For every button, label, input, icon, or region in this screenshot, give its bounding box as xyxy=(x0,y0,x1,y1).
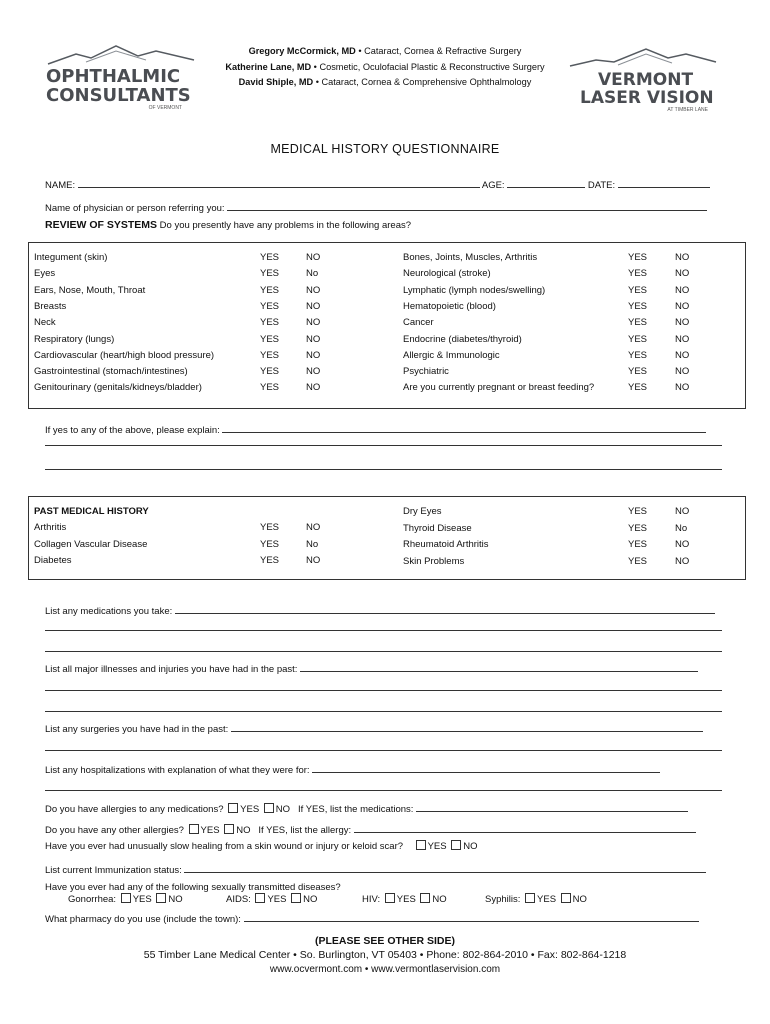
physician-label: Name of physician or person referring you: xyxy=(45,203,225,214)
no-option[interactable]: No xyxy=(675,522,688,534)
surgeries-label: List any surgeries you have had in the past: xyxy=(45,724,229,735)
no-option[interactable]: NO xyxy=(675,333,690,345)
illnesses-line-3[interactable] xyxy=(45,711,722,712)
logo-ophthalmic-consultants xyxy=(46,42,196,111)
condition-label: Cardiovascular (heart/high blood pressure) xyxy=(34,349,215,361)
no-option[interactable]: No xyxy=(306,538,319,550)
other-allergies-field[interactable] xyxy=(354,821,696,833)
yes-option[interactable]: YES xyxy=(628,366,648,378)
medications-row xyxy=(45,602,715,617)
pharmacy-row xyxy=(45,910,699,925)
condition-label: Eyes xyxy=(34,268,56,280)
doctor-list xyxy=(205,44,565,91)
doctor-line: Katherine Lane, MD • Cosmetic, Oculofacial Plastic & Reconstructive Surgery xyxy=(225,61,545,72)
yes-option[interactable]: YES xyxy=(260,349,280,361)
condition-label: Arthritis xyxy=(34,522,67,533)
immunization-row xyxy=(45,861,706,876)
doctor-line: Gregory McCormick, MD • Cataract, Cornea & Refractive Surgery xyxy=(248,46,522,56)
condition-label: Diabetes xyxy=(34,555,72,566)
yes-option[interactable]: YES xyxy=(260,538,280,550)
yes-option[interactable]: YES xyxy=(628,522,648,534)
immunization-label: List current Immunization status: xyxy=(45,865,182,876)
other-allergies-no-checkbox[interactable] xyxy=(224,824,234,834)
condition-label: Gastrointestinal (stomach/intestines) xyxy=(34,366,188,378)
condition-label: Lymphatic (lymph nodes/swelling) xyxy=(403,284,546,296)
med-allergies-no-checkbox[interactable] xyxy=(264,803,274,813)
date-label: DATE: xyxy=(587,180,616,191)
med-allergies-yes-checkbox[interactable] xyxy=(228,803,238,813)
past-heading: PAST MEDICAL HISTORY xyxy=(34,506,149,517)
surgeries-line-2[interactable] xyxy=(45,750,722,751)
yes-option[interactable]: YES xyxy=(628,382,648,394)
review-prompt: Do you presently have any problems in the following areas? xyxy=(159,220,412,231)
review-heading-row xyxy=(45,219,411,231)
no-option[interactable]: NO xyxy=(675,555,690,567)
footer-address: 55 Timber Lane Medical Center • So. Burlington, VT 05403 • Phone: 802-864-2010 • Fax: 802-864-1218 xyxy=(143,949,627,961)
condition-label: Skin Problems xyxy=(403,555,465,567)
yes-option[interactable]: YES xyxy=(628,333,648,345)
std-label: Syphilis: xyxy=(485,894,521,905)
yes-option[interactable]: YES xyxy=(628,349,648,361)
gonorrhea-no-checkbox[interactable] xyxy=(156,893,166,903)
std-label: AIDS: xyxy=(226,894,251,905)
no-label: NO xyxy=(168,894,183,905)
yes-option[interactable]: YES xyxy=(628,252,648,263)
healing-yes-checkbox[interactable] xyxy=(416,840,426,850)
aids-yes-checkbox[interactable] xyxy=(255,893,265,903)
condition-label: Genitourinary (genitals/kidneys/bladder) xyxy=(34,382,202,394)
yes-option[interactable]: YES xyxy=(260,333,280,345)
std-row-hiv xyxy=(362,893,447,905)
condition-label: Are you currently pregnant or breast feeding? xyxy=(403,382,595,394)
med-allergies-label: Do you have allergies to any medications? xyxy=(45,804,224,815)
review-heading: REVIEW OF SYSTEMS xyxy=(45,219,158,231)
no-option[interactable]: NO xyxy=(675,539,690,550)
med-allergies-row xyxy=(45,800,688,815)
yes-option[interactable]: YES xyxy=(260,300,280,312)
gonorrhea-yes-checkbox[interactable] xyxy=(121,893,131,903)
other-allergies-list-label: If YES, list the allergy: xyxy=(258,825,352,836)
logo-right-line2: LASER VISION xyxy=(580,88,714,108)
condition-label: Integument (skin) xyxy=(34,252,108,263)
condition-label: Neurological (stroke) xyxy=(403,268,491,280)
logo-left-sub: OF VERMONT xyxy=(148,105,182,111)
hospitalizations-field[interactable] xyxy=(312,761,660,773)
logo-right-sub: AT TIMBER LANE xyxy=(667,107,708,113)
logo-right-line1: VERMONT xyxy=(598,70,694,90)
no-option[interactable]: NO xyxy=(306,349,321,361)
logo-vermont-laser-vision xyxy=(568,46,718,113)
yes-option[interactable]: YES xyxy=(628,268,648,280)
std-row-aids xyxy=(226,893,317,905)
explain-label: If yes to any of the above, please explain: xyxy=(45,425,220,436)
yes-label: YES xyxy=(132,894,152,905)
no-label: NO xyxy=(303,894,318,905)
illnesses-line-2[interactable] xyxy=(45,690,722,691)
explain-line-2[interactable] xyxy=(45,445,722,446)
yes-label: YES xyxy=(267,894,287,905)
med-allergies-field[interactable] xyxy=(416,800,688,812)
medications-line-2[interactable] xyxy=(45,630,722,631)
condition-label: Psychiatric xyxy=(403,366,449,378)
condition-label: Rheumatoid Arthritis xyxy=(403,539,489,550)
yes-option[interactable]: YES xyxy=(260,366,280,378)
aids-no-checkbox[interactable] xyxy=(291,893,301,903)
hospitalizations-row xyxy=(45,761,660,776)
condition-label: Bones, Joints, Muscles, Arthritis xyxy=(403,252,538,263)
explain-line-3[interactable] xyxy=(45,469,722,470)
healing-no-checkbox[interactable] xyxy=(451,840,461,850)
no-option[interactable]: NO xyxy=(675,252,690,263)
physician-row xyxy=(45,199,707,214)
no-option[interactable]: NO xyxy=(306,333,321,345)
medications-field[interactable] xyxy=(175,602,715,614)
std-label: Gonorrhea: xyxy=(68,894,117,905)
no-option[interactable]: NO xyxy=(306,252,321,263)
no-option[interactable]: NO xyxy=(675,366,690,378)
med-allergies-list-label: If YES, list the medications: xyxy=(297,804,414,815)
footer-websites: www.ocvermont.com • www.vermontlaservision.com xyxy=(269,964,501,975)
no-label: NO xyxy=(236,825,251,836)
explain-field[interactable] xyxy=(222,421,706,433)
explain-row xyxy=(45,421,706,436)
no-option[interactable]: NO xyxy=(675,317,690,329)
yes-label: YES xyxy=(240,804,260,815)
yes-option[interactable]: YES xyxy=(260,382,280,394)
other-allergies-label: Do you have any other allergies? xyxy=(45,825,184,836)
no-option[interactable]: NO xyxy=(675,284,690,296)
no-option[interactable]: NO xyxy=(675,268,690,280)
logo-left-line1: OPHTHALMIC xyxy=(46,66,181,87)
yes-option[interactable]: YES xyxy=(628,300,648,312)
yes-option[interactable]: YES xyxy=(260,522,280,533)
yes-option[interactable]: YES xyxy=(628,506,648,517)
yes-option[interactable]: YES xyxy=(260,555,280,566)
name-label: NAME: xyxy=(45,180,76,191)
hiv-yes-checkbox[interactable] xyxy=(385,893,395,903)
condition-label: Cancer xyxy=(403,317,434,329)
medications-label: List any medications you take: xyxy=(45,606,173,617)
condition-label: Collagen Vascular Disease xyxy=(34,538,148,550)
no-option[interactable]: NO xyxy=(675,382,690,394)
name-row xyxy=(45,176,710,191)
condition-label: Ears, Nose, Mouth, Throat xyxy=(34,284,146,296)
see-other-side-note: (PLEASE SEE OTHER SIDE) xyxy=(314,935,456,947)
logo-left-line2: CONSULTANTS xyxy=(46,85,191,106)
condition-label: Neck xyxy=(34,317,56,329)
yes-label: YES xyxy=(537,894,557,905)
illnesses-row xyxy=(45,660,698,675)
mountain-logo-icon xyxy=(568,46,718,70)
pharmacy-field[interactable] xyxy=(244,910,699,922)
no-option[interactable]: NO xyxy=(306,366,321,378)
no-option[interactable]: NO xyxy=(306,317,321,329)
date-field[interactable] xyxy=(618,176,710,188)
yes-option[interactable]: YES xyxy=(628,555,648,567)
std-row-gonorrhea xyxy=(68,893,183,905)
yes-option[interactable]: YES xyxy=(628,317,648,329)
yes-label: YES xyxy=(200,825,220,836)
illnesses-field[interactable] xyxy=(300,660,698,672)
pharmacy-label: What pharmacy do you use (include the town): xyxy=(45,914,241,925)
no-option[interactable]: NO xyxy=(306,555,321,566)
hiv-no-checkbox[interactable] xyxy=(420,893,430,903)
page-title: MEDICAL HISTORY QUESTIONNAIRE xyxy=(270,142,500,156)
age-field[interactable] xyxy=(507,176,585,188)
yes-option[interactable]: YES xyxy=(260,284,280,296)
doctor-line: David Shiple, MD • Cataract, Cornea & Comprehensive Ophthalmology xyxy=(238,77,532,87)
condition-label: Hematopoietic (blood) xyxy=(403,300,496,312)
physician-field[interactable] xyxy=(227,199,707,211)
condition-label: Thyroid Disease xyxy=(403,522,472,534)
no-option[interactable]: NO xyxy=(306,522,321,533)
surgeries-field[interactable] xyxy=(231,720,703,732)
yes-label: YES xyxy=(396,894,416,905)
no-option[interactable]: NO xyxy=(306,284,321,296)
yes-label: YES xyxy=(427,841,447,852)
no-label: NO xyxy=(572,894,587,905)
no-option[interactable]: NO xyxy=(675,506,690,517)
yes-option[interactable]: YES xyxy=(628,539,648,550)
condition-label: Dry Eyes xyxy=(403,506,442,517)
no-label: NO xyxy=(463,841,478,852)
std-question: Have you ever had any of the following sexually transmitted diseases? xyxy=(45,882,341,893)
condition-label: Allergic & Immunologic xyxy=(403,349,500,361)
no-label: NO xyxy=(275,804,291,815)
hospitalizations-line-2[interactable] xyxy=(45,790,722,791)
syphilis-yes-checkbox[interactable] xyxy=(525,893,535,903)
yes-option[interactable]: YES xyxy=(260,268,280,280)
yes-option[interactable]: YES xyxy=(628,284,648,296)
condition-label: Respiratory (lungs) xyxy=(34,333,115,345)
mountain-logo-icon xyxy=(46,42,196,68)
syphilis-no-checkbox[interactable] xyxy=(561,893,571,903)
condition-label: Breasts xyxy=(34,300,67,312)
healing-row xyxy=(45,840,478,852)
illnesses-label: List all major illnesses and injuries you have had in the past: xyxy=(45,664,298,675)
yes-option[interactable]: YES xyxy=(260,317,280,329)
immunization-field[interactable] xyxy=(184,861,706,873)
healing-label: Have you ever had unusually slow healing from a skin wound or injury or keloid scar? xyxy=(45,841,404,852)
no-label: NO xyxy=(432,894,447,905)
age-label: AGE: xyxy=(481,180,505,191)
surgeries-row xyxy=(45,720,703,735)
std-label: HIV: xyxy=(362,894,381,905)
condition-label: Endocrine (diabetes/thyroid) xyxy=(403,333,522,345)
yes-option[interactable]: YES xyxy=(260,252,280,263)
no-option[interactable]: NO xyxy=(675,349,690,361)
hospitalizations-label: List any hospitalizations with explanation of what they were for: xyxy=(45,765,310,776)
other-allergies-row xyxy=(45,821,696,836)
no-option[interactable]: NO xyxy=(306,382,321,394)
name-field[interactable] xyxy=(78,176,480,188)
other-allergies-yes-checkbox[interactable] xyxy=(189,824,199,834)
no-option[interactable]: NO xyxy=(675,300,690,312)
medications-line-3[interactable] xyxy=(45,651,722,652)
no-option[interactable]: No xyxy=(306,268,319,280)
no-option[interactable]: NO xyxy=(306,300,321,312)
std-row-syphilis xyxy=(485,893,587,905)
